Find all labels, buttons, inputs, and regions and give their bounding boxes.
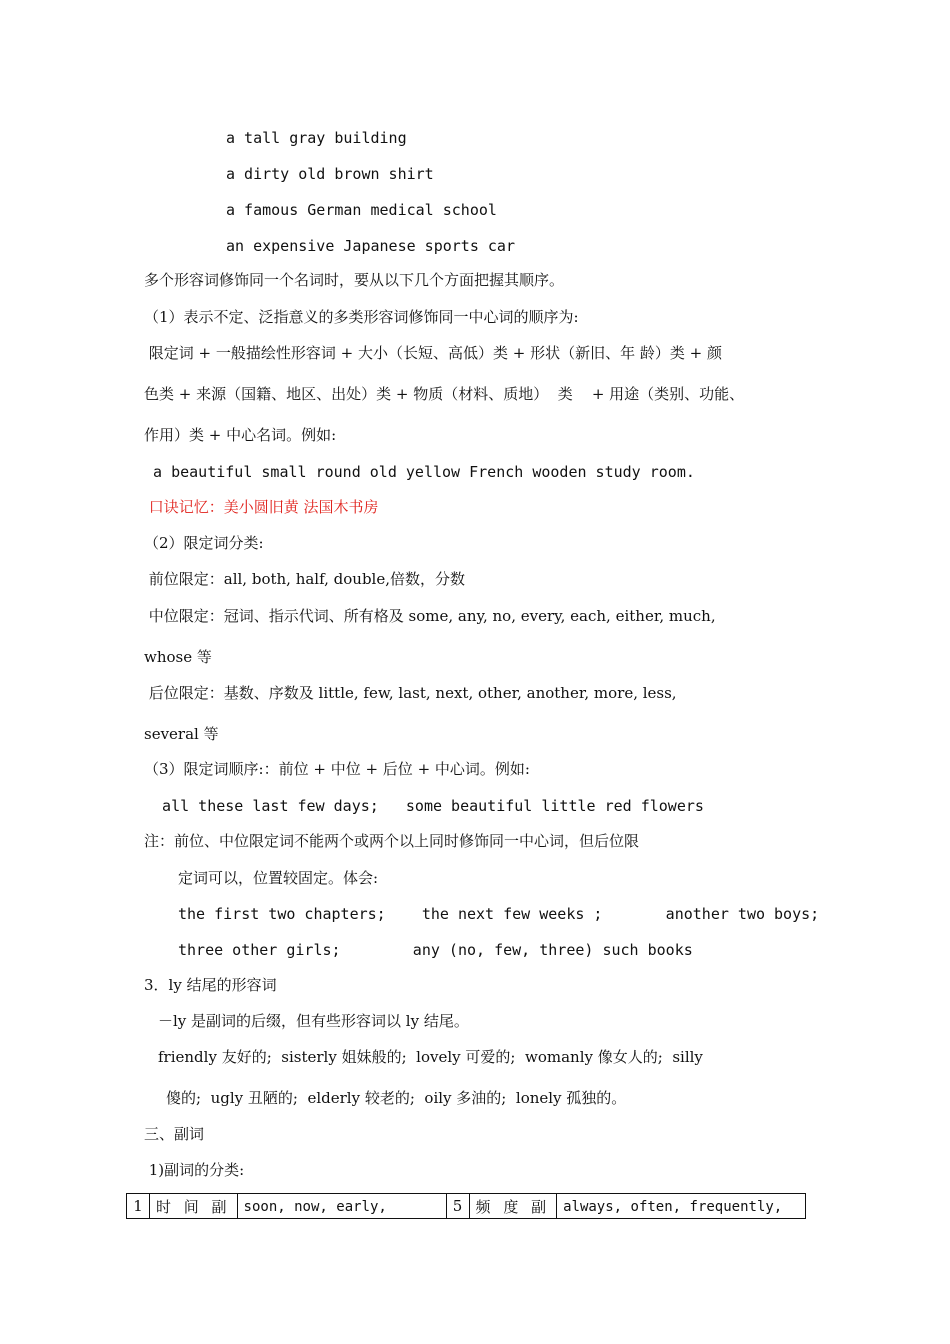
adverbs-heading: 三、副词: [144, 1125, 205, 1143]
rule3-example: all these last few days; some beautiful little red flowers: [144, 797, 704, 815]
note-line1: 注：前位、中位限定词不能两个或两个以上同时修饰同一中心词，但后位限: [144, 832, 640, 850]
rule1-order-line2: 色类 + 来源（国籍、地区、出处）类 + 物质（材料、质地） 类 + 用途（类别、功能、: [144, 385, 745, 403]
section3-list-line1: friendly 友好的; sisterly 姐妹般的; lovely 可爱的; womanly 像女人的; silly: [158, 1048, 703, 1066]
rule1-example: a beautiful small round old yellow French wooden study room.: [144, 463, 695, 481]
rule2-pre: 前位限定：all, both, half, double,倍数，分数: [144, 570, 465, 588]
time-adverb-list: soon, now, early,: [237, 1194, 446, 1219]
row-number-1: 1: [127, 1194, 150, 1219]
intro-text: 多个形容词修饰同一个名词时，要从以下几个方面把握其顺序。: [144, 271, 565, 289]
example-1: a tall gray building: [226, 129, 407, 147]
rule2-heading: （2）限定词分类:: [144, 534, 264, 552]
category-time-adverb: 时 间 副: [150, 1194, 238, 1219]
row-number-5: 5: [446, 1194, 469, 1219]
adverbs-subheading: 1)副词的分类:: [144, 1161, 245, 1179]
rule2-mid-line2: whose 等: [144, 648, 212, 666]
example-3: a famous German medical school: [226, 201, 497, 219]
frequency-adverb-list: always, often, frequently,: [557, 1194, 806, 1219]
section3-heading: 3．ly 结尾的形容词: [144, 976, 277, 994]
note-line2: 定词可以，位置较固定。体会:: [178, 869, 379, 887]
example-4: an expensive Japanese sports car: [226, 237, 515, 255]
adverb-table: [126, 1193, 806, 1219]
category-frequency-adverb: 频 度 副: [469, 1194, 557, 1219]
rule1-mnemonic: 口诀记忆：美小圆旧黄 法国木书房: [144, 498, 379, 516]
note-example1: the first two chapters; the next few weeks ; another two boys;: [178, 905, 820, 923]
rule2-post-line2: several 等: [144, 725, 219, 743]
section3-desc: －ly 是副词的后缀，但有些形容词以 ly 结尾。: [158, 1012, 469, 1030]
example-2: a dirty old brown shirt: [226, 165, 434, 183]
rule2-mid-line1: 中位限定：冠词、指示代词、所有格及 some, any, no, every, each, either, much,: [144, 607, 716, 625]
rule1-order-line3: 作用）类 + 中心名词。例如:: [144, 426, 337, 444]
table-row: [127, 1194, 806, 1219]
rule1-heading: （1）表示不定、泛指意义的多类形容词修饰同一中心词的顺序为:: [144, 308, 579, 326]
rule1-order-line1: 限定词 + 一般描绘性形容词 + 大小（长短、高低）类 + 形状（新旧、年 龄）类 + 颜: [144, 344, 722, 362]
rule3-heading: （3）限定词顺序:：前位 + 中位 + 后位 + 中心词。例如:: [144, 760, 530, 778]
section3-list-line2: 傻的; ugly 丑陋的; elderly 较老的; oily 多油的; lonely 孤独的。: [166, 1089, 627, 1107]
rule2-post-line1: 后位限定：基数、序数及 little, few, last, next, other, another, more, less,: [144, 684, 677, 702]
note-example2: three other girls; any (no, few, three) such books: [178, 941, 693, 959]
